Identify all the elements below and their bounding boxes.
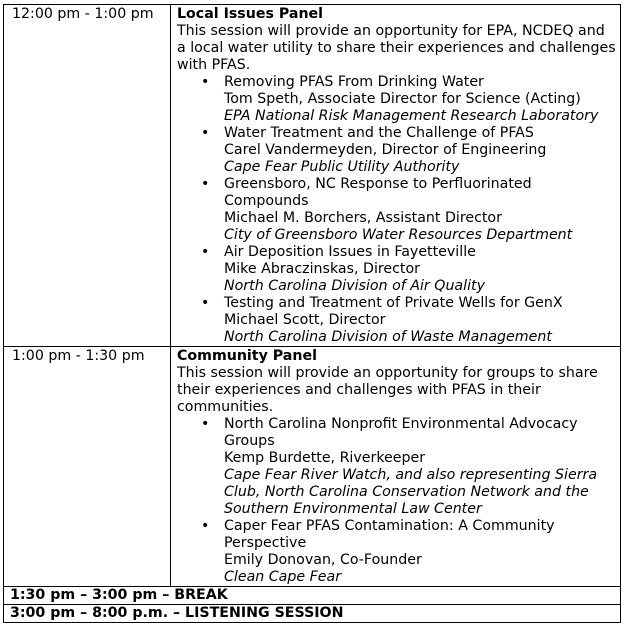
presentation-topic: Air Deposition Issues in Fayetteville [224,244,476,260]
presentation-topic: Greensboro, NC Response to Perfluorinated Compounds [224,176,532,209]
agenda-row-listening [4,605,621,623]
presentation-item [177,295,616,346]
presentation-speaker: Michael Scott, Director [224,312,386,328]
agenda-row-local-issues [4,5,621,347]
presentation-item [177,416,616,518]
bullet-icon: • [201,125,210,141]
bullet-icon: • [201,176,210,192]
agenda-document [3,4,621,623]
presentation-item [177,244,616,295]
presentation-topic: North Carolina Nonprofit Environmental Advocacy Groups [224,416,578,449]
presentation-topic: Caper Fear PFAS Contamination: A Community Perspective [224,518,555,551]
listening-session-row: 3:00 pm – 8:00 p.m. – LISTENING SESSION [4,605,621,623]
session-cell [171,347,621,587]
presentation-topic: Water Treatment and the Challenge of PFAS [224,125,534,141]
time-cell: 1:00 pm - 1:30 pm [4,347,171,587]
session-title: Community Panel [177,348,317,364]
presentation-item [177,74,616,125]
presentation-speaker: Emily Donovan, Co-Founder [224,552,422,568]
presentation-topic: Testing and Treatment of Private Wells for GenX [224,295,563,311]
presentation-item [177,176,616,244]
bullet-icon: • [201,244,210,260]
presentation-speaker: Kemp Burdette, Riverkeeper [224,450,426,466]
presentation-organization: North Carolina Division of Waste Management [224,329,552,345]
time-cell: 12:00 pm - 1:00 pm [4,5,171,347]
bullet-icon: • [201,74,210,90]
agenda-table [3,4,621,623]
presentation-list [177,74,616,346]
session-cell [171,5,621,347]
presentation-speaker: Tom Speth, Associate Director for Science (Acting) [224,91,581,107]
presentation-organization: Cape Fear River Watch, and also representing Sierra Club, North Carolina Conservation Network and the Southern Environmental Law Center [224,467,598,517]
agenda-row-break [4,587,621,605]
presentation-speaker: Michael M. Borchers, Assistant Director [224,210,502,226]
session-title: Local Issues Panel [177,6,324,22]
presentation-organization: City of Greensboro Water Resources Department [224,227,573,243]
presentation-organization: Cape Fear Public Utility Authority [224,159,460,175]
session-description: This session will provide an opportunity for EPA, NCDEQ and a local water utility to share their experiences and challenges with PFAS. [177,23,616,73]
bullet-icon: • [201,295,210,311]
session-description: This session will provide an opportunity for groups to share their experiences and challenges with PFAS in their communities. [177,365,598,415]
presentation-speaker: Carel Vandermeyden, Director of Engineering [224,142,547,158]
presentation-speaker: Mike Abraczinskas, Director [224,261,421,277]
bullet-icon: • [201,518,210,534]
break-row: 1:30 pm – 3:00 pm – BREAK [4,587,621,605]
presentation-organization: EPA National Risk Management Research Laboratory [224,108,599,124]
presentation-organization: North Carolina Division of Air Quality [224,278,485,294]
presentation-list [177,416,616,586]
presentation-item [177,125,616,176]
bullet-icon: • [201,416,210,432]
presentation-organization: Clean Cape Fear [224,569,342,585]
presentation-topic: Removing PFAS From Drinking Water [224,74,484,90]
presentation-item [177,518,616,586]
agenda-row-community [4,347,621,587]
